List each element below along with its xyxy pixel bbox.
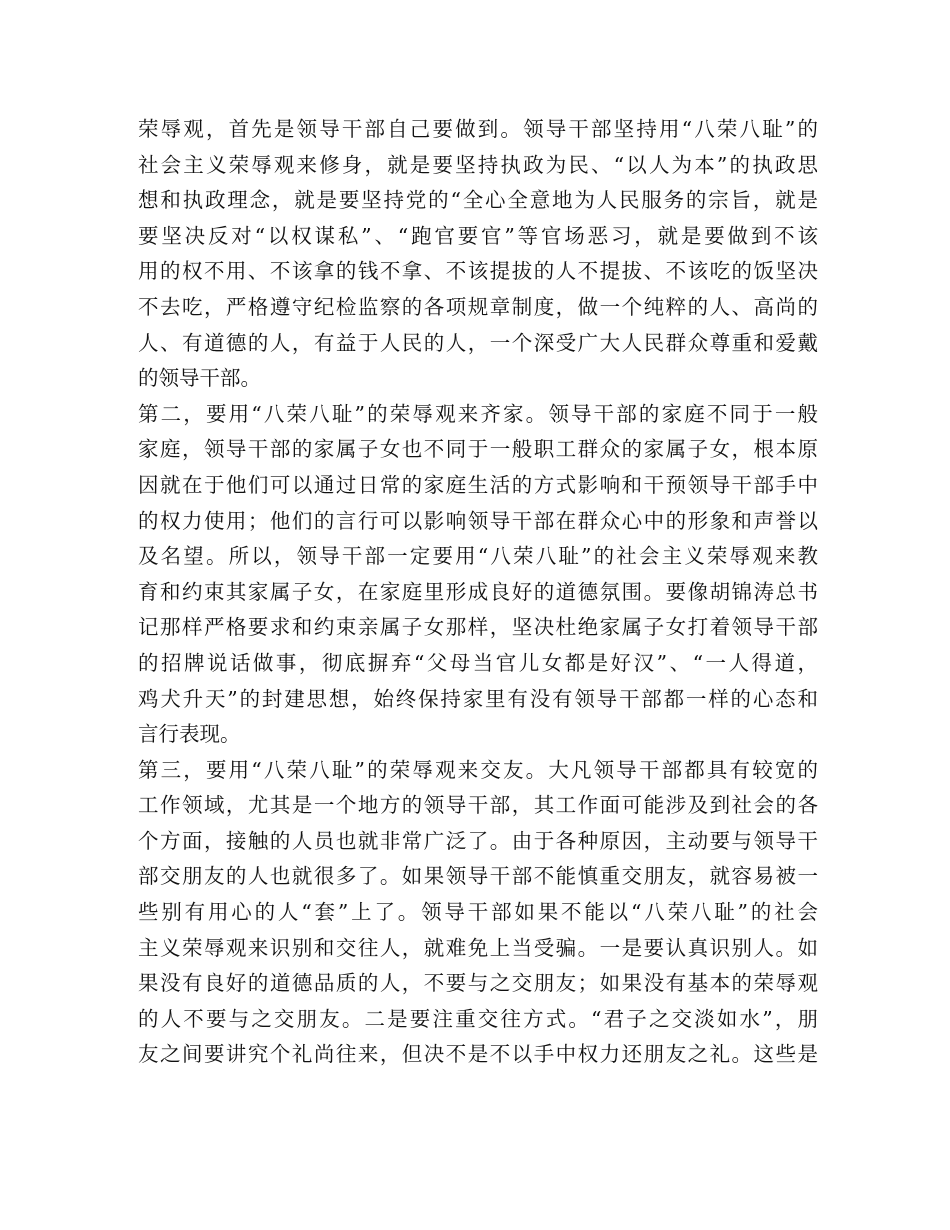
text-line: 友之间要讲究个礼尚往来，但决不是不以手中权力还朋友之礼。这些是: [138, 1042, 818, 1067]
text-line: 想和执政理念，就是要坚持党的“全心全意地为人民服务的宗旨，就是: [138, 188, 818, 213]
text-line: 果没有良好的道德品质的人，不要与之交朋友；如果没有基本的荣辱观: [138, 971, 818, 996]
text-line: 第三，要用“八荣八耻”的荣辱观来交友。大凡领导干部都具有较宽的: [138, 757, 818, 782]
text-line: 育和约束其家属子女，在家庭里形成良好的道德氛围。要像胡锦涛总书: [138, 579, 818, 604]
text-line: 荣辱观，首先是领导干部自己要做到。领导干部坚持用“八荣八耻”的: [138, 117, 818, 141]
text-line: 的权力使用；他们的言行可以影响领导干部在群众心中的形象和声誉以: [138, 508, 818, 533]
text-line: 要坚决反对“以权谋私”、“跑官要官”等官场恶习，就是要做到不该: [138, 223, 818, 248]
text-line: 因就在于他们可以通过日常的家庭生活的方式影响和干预领导干部手中: [138, 472, 818, 497]
text-line: 主义荣辱观来识别和交往人，就难免上当受骗。一是要认真识别人。如: [138, 935, 818, 960]
text-line: 言行表现。: [138, 722, 241, 747]
text-line: 部交朋友的人也就很多了。如果领导干部不能慎重交朋友，就容易被一: [138, 864, 818, 889]
text-line: 的招牌说话做事，彻底摒弃“父母当官儿女都是好汉”、“一人得道，: [138, 650, 818, 675]
text-line: 及名望。所以，领导干部一定要用“八荣八耻”的社会主义荣辱观来教: [138, 544, 818, 569]
text-line: 工作领域，尤其是一个地方的领导干部，其工作面可能涉及到社会的各: [138, 793, 818, 818]
body-text: [138, 112, 818, 1073]
text-line: 鸡犬升天”的封建思想，始终保持家里有没有领导干部都一样的心态和: [138, 686, 818, 711]
text-line: 不去吃，严格遵守纪检监察的各项规章制度，做一个纯粹的人、高尚的: [138, 294, 818, 319]
text-line: 的领导干部。: [138, 366, 261, 391]
text-line: 些别有用心的人“套”上了。领导干部如果不能以“八荣八耻”的社会: [138, 900, 818, 925]
text-line: 的人不要与之交朋友。二是要注重交往方式。“君子之交淡如水”，朋: [138, 1006, 818, 1031]
text-line: 人、有道德的人，有益于人民的人，一个深受广大人民群众尊重和爱戴: [138, 330, 818, 355]
text-line: 社会主义荣辱观来修身，就是要坚持执政为民、“以人为本”的执政思: [138, 152, 818, 177]
text-line: 第二，要用“八荣八耻”的荣辱观来齐家。领导干部的家庭不同于一般: [138, 401, 818, 426]
text-line: 用的权不用、不该拿的钱不拿、不该提拔的人不提拔、不该吃的饭坚决: [138, 259, 818, 284]
text-line: 家庭，领导干部的家属子女也不同于一般职工群众的家属子女，根本原: [138, 437, 818, 462]
text-line: 记那样严格要求和约束亲属子女那样，坚决杜绝家属子女打着领导干部: [138, 615, 818, 640]
text-line: 个方面，接触的人员也就非常广泛了。由于各种原因，主动要与领导干: [138, 828, 818, 853]
